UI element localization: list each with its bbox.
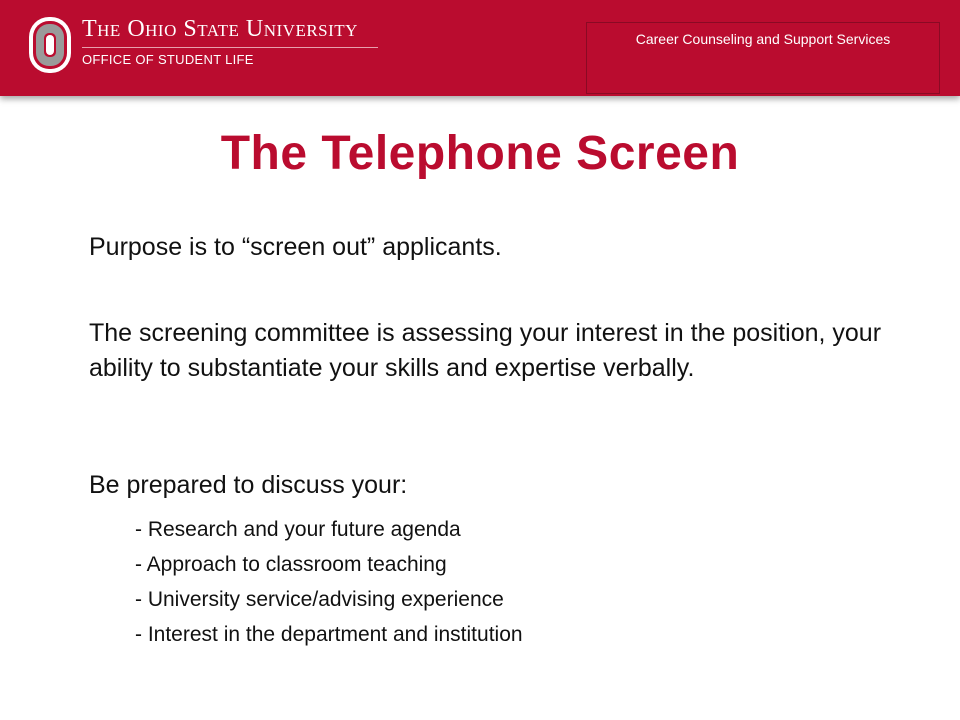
department-label: Career Counseling and Support Services <box>635 31 891 47</box>
list-item: - University service/advising experience <box>135 588 504 611</box>
paragraph-purpose: Purpose is to “screen out” applicants. <box>89 233 502 261</box>
paragraph-committee: The screening committee is assessing your interest in the position, your ability to substantiate your skills and expertise verbally. <box>89 319 882 382</box>
list-item: - Interest in the department and institution <box>135 623 523 646</box>
department-box <box>586 22 940 94</box>
university-name: The Ohio State University <box>82 16 358 42</box>
brand-divider <box>82 47 378 48</box>
slide-title: The Telephone Screen <box>220 127 740 180</box>
block-o-logo-icon <box>28 16 72 74</box>
discussion-topics-list <box>135 512 523 652</box>
office-name: OFFICE OF STUDENT LIFE <box>82 52 254 67</box>
paragraph-prepare: Be prepared to discuss your: <box>89 471 408 499</box>
header-bar <box>0 0 960 96</box>
list-item: - Research and your future agenda <box>135 518 461 541</box>
list-item: - Approach to classroom teaching <box>135 553 447 576</box>
